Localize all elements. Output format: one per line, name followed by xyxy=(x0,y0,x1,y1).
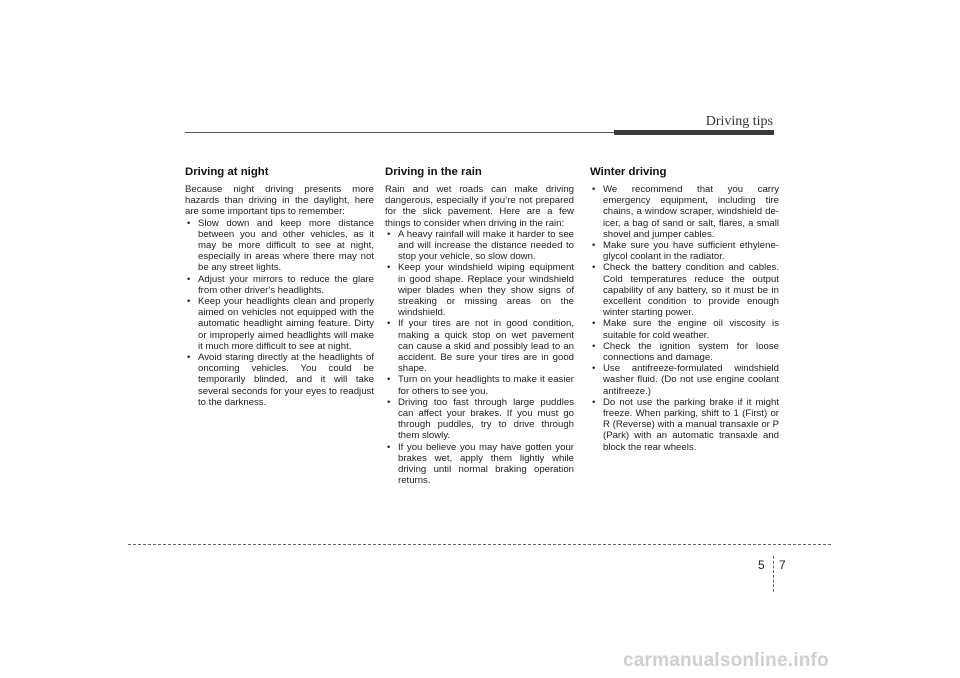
page-number: 7 xyxy=(779,558,786,572)
list-item: • Check the battery condition and cables. Cold temperatures reduce the output capability of any battery, so it must be in excellent condition to provide enough winter starting power. xyxy=(590,262,779,318)
list-driving-at-night xyxy=(185,218,374,408)
intro-driving-in-the-rain: Rain and wet roads can make driving dangerous, especially if you’re not prepared for the slick pavement. Here are a few things to consider when driving in the rain: xyxy=(385,184,574,229)
list-item: • Adjust your mirrors to reduce the glare from other driver's headlights. xyxy=(185,274,374,296)
list-item: • Check the ignition system for loose connections and damage. xyxy=(590,341,779,363)
list-item: • Turn on your headlights to make it easier for others to see you. xyxy=(385,374,574,396)
list-item: • Avoid staring directly at the headlights of oncoming vehicles. You could be temporarily blinded, and it will take several seconds for your eyes to readjust to the darkness. xyxy=(185,352,374,408)
heading-winter-driving: Winter driving xyxy=(590,166,667,178)
chapter-number: 5 xyxy=(758,558,765,572)
footer-divider xyxy=(128,544,831,545)
intro-driving-at-night: Because night driving presents more hazards than driving in the daylight, here are some important tips to remember: xyxy=(185,184,374,218)
section-title: Driving tips xyxy=(705,114,773,129)
column-driving-in-the-rain xyxy=(385,166,574,486)
page-number-divider xyxy=(773,556,774,592)
list-winter-driving xyxy=(590,184,779,453)
list-item: • We recommend that you carry emergency equipment, including tire chains, a window scraper, windshield de-icer, a bag of sand or salt, flares, a small shovel and jumper cables. xyxy=(590,184,779,240)
list-item: • If you believe you may have gotten your brakes wet, apply them lightly while driving until normal braking operation returns. xyxy=(385,442,574,487)
list-item: • If your tires are not in good condition, making a quick stop on wet pavement can cause a skid and possibly lead to an accident. Be sure your tires are in good shape. xyxy=(385,318,574,374)
watermark-text: carmanualsonline.info xyxy=(623,650,829,671)
list-item: • Keep your windshield wiping equipment in good shape. Replace your windshield wiper blades when they show signs of streaking or missing areas on the windshield. xyxy=(385,262,574,318)
list-item: • A heavy rainfall will make it harder to see and will increase the distance needed to stop your vehicle, so slow down. xyxy=(385,229,574,263)
heading-driving-in-the-rain: Driving in the rain xyxy=(385,166,482,178)
list-driving-in-the-rain xyxy=(385,229,574,487)
column-winter-driving xyxy=(590,166,779,453)
list-item: • Keep your headlights clean and properly aimed on vehicles not equipped with the automatic headlight aiming feature. Dirty or improperly aimed headlights will make it much more difficult to see at night. xyxy=(185,296,374,352)
header-accent-bar xyxy=(614,130,774,135)
heading-driving-at-night: Driving at night xyxy=(185,166,269,178)
list-item: • Driving too fast through large puddles can affect your brakes. If you must go through puddles, try to drive through them slowly. xyxy=(385,397,574,442)
list-item: • Slow down and keep more distance between you and other vehicles, as it may be more difficult to see at night, especially in areas where there may not be any street lights. xyxy=(185,218,374,274)
list-item: • Use antifreeze-formulated windshield washer fluid. (Do not use engine coolant antifreeze.) xyxy=(590,363,779,397)
list-item: • Do not use the parking brake if it might freeze. When parking, shift to 1 (First) or R (Reverse) with a manual transaxle or P (Park) with an automatic transaxle and block the rear wheels. xyxy=(590,397,779,453)
column-driving-at-night xyxy=(185,166,374,408)
list-item: • Make sure the engine oil viscosity is suitable for cold weather. xyxy=(590,318,779,340)
list-item: • Make sure you have sufficient ethylene-glycol coolant in the radiator. xyxy=(590,240,779,262)
